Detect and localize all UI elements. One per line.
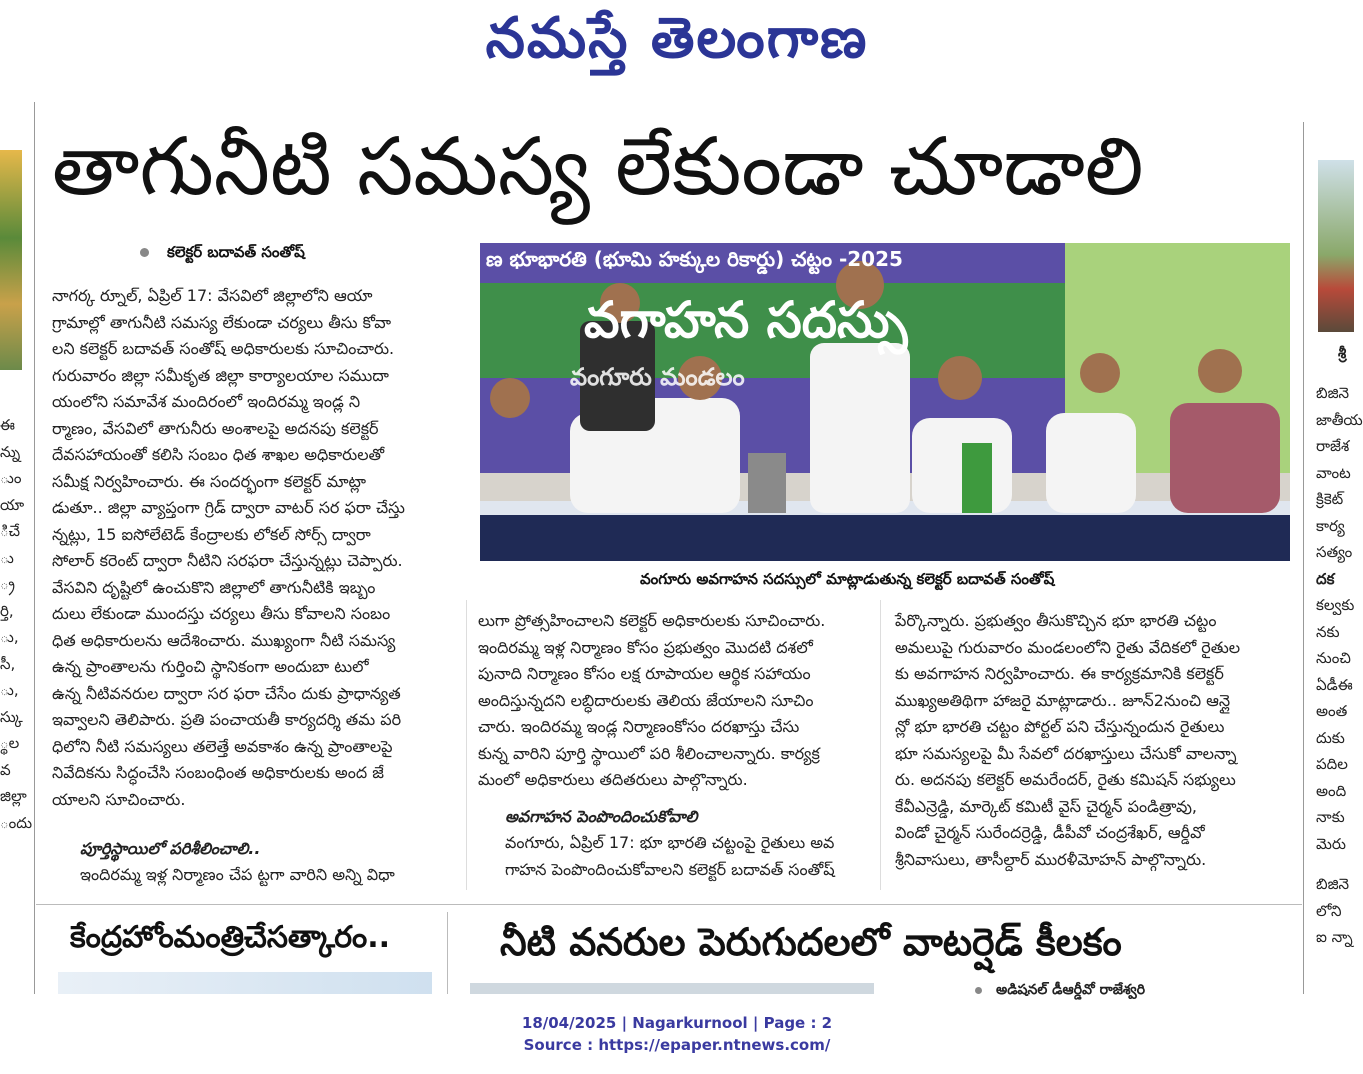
bottom-left-headline: కేంద్రహోంమంత్రిచేసత్కారం.. (70, 920, 391, 955)
text-line: మంలో అధికారులు తదితరులు పాల్గొన్నారు. (478, 770, 748, 789)
text-line: భూ సమస్యలపై మీ సేవలో దరఖాస్తులు చేసుకో వాలన్నా (895, 743, 1237, 763)
right-edge-photo (1318, 160, 1354, 332)
article-byline (140, 243, 305, 265)
bottom-left-photo (58, 972, 432, 994)
fragment-line: ిచే (0, 522, 21, 540)
text-line: ధిత అధికారులను ఆదేశించారు. ముఖ్యంగా నీటి సమస్య (52, 630, 396, 650)
fragment-line: నుంచి (1316, 649, 1351, 667)
text-line: ఉన్న ప్రాంతాలను గుర్తించి స్థానికంగా అందుబా టులో (52, 657, 369, 676)
text-line: గురువారం జిల్లా సమీకృత జిల్లా కార్యాలయాల సముదా (52, 365, 389, 385)
photo-caption: వంగూరు అవగాహన సదస్సులో మాట్లాడుతున్న కలెక్టర్ బదావత్ సంతోష్ (640, 570, 1055, 588)
text-line: లుగా ప్రోత్సహించాలని కలెక్టర్ అధికారులకు సూచించారు. (478, 611, 826, 630)
col1-subhead: పూర్తిస్థాయిలో పరిశీలించాలి.. (80, 839, 261, 858)
text-line: ర్మాణం, వేసవిలో తాగునీరు అంశాలపై అదనపు కలెక్టర్ (52, 418, 379, 438)
event-photo (480, 243, 1290, 561)
fragment-line: ందు (0, 813, 33, 832)
text-line: దేవసహాయంతో కలిసి సంబం ధిత శాఖల అధికారులతో (52, 445, 385, 464)
text-line: ఇవ్వాలని తెలిపారు. ప్రతి పంచాయతీ కార్యదర్శి తమ పరి (52, 710, 402, 729)
fragment-line: వ (0, 760, 11, 779)
fragment-line: స్కు (0, 707, 23, 726)
text-line: గ్రామాల్లో తాగునీటి సమస్య లేకుండా చర్యలు తీసు కోవా (52, 312, 392, 332)
right-column-rule (1303, 122, 1304, 994)
text-line: కు అవగాహన నిర్వహించారు. ఈ కార్యక్రమానికి కలెక్టర్ (895, 664, 1224, 683)
bottom-divider (447, 912, 448, 994)
bottom-right-byline: అడిషనల్ డీఆర్డీవో రాజేశ్వరి (975, 982, 1145, 994)
col2-tail (505, 830, 872, 883)
text-line: న్నట్లు, 15 ఐసోలేటెడ్ కేంద్రాలకు లోకల్ సోర్స్ ద్వారా (52, 524, 371, 544)
fragment-line: ఐ న్నా (1316, 928, 1353, 946)
fragment-line: ర్తి, (0, 601, 14, 620)
text-line: దులు లేకుండా ముందస్తు చర్యలు తీసు కోవాలని సంబం (52, 604, 391, 623)
left-edge-photo (0, 150, 22, 370)
fragment-line: లోని (1316, 901, 1342, 920)
fragment-line: సత్యం (1316, 543, 1353, 561)
masthead-title: నమస్తే తెలంగాణ (485, 6, 869, 71)
text-line: వంగూరు, ఏప్రిల్ 17: భూ భారతి చట్టంపై రైతులు అవ (505, 833, 835, 852)
fragment-line: క్రికెట్ (1316, 490, 1344, 508)
article-column-2 (478, 608, 872, 794)
right-edge-label: శ్రీ (1338, 344, 1347, 362)
text-line: చారు. ఇందిరమ్మ ఇండ్ల నిర్మాణంకోసం దరఖాస్తు చేసు (478, 717, 800, 736)
fragment-line: కార్య (1316, 516, 1345, 535)
text-line: న్లో భూ భారతి చట్టం పోర్టల్ పని చేస్తున్నందున రైతులు (895, 717, 1225, 736)
banner-top-text: ణ భూభారతి (భూమి హక్కుల రికార్డు) చట్టం -2025 (486, 247, 903, 271)
fragment-line: మెరు (1316, 834, 1346, 853)
byline-text: కలెక్టర్ బదావత్ సంతోష్ (167, 243, 305, 261)
text-line: అందిస్తున్నదని లబ్ధిదారులకు తెలియ జేయాలని సూచిం (478, 690, 814, 710)
fragment-line: దుకు (1316, 728, 1345, 747)
text-line: ఉన్న నీటివనరుల ద్వారా సర ఫరా చేసేం దుకు ప్రాధాన్యత (52, 683, 401, 703)
fragment-line: బిజినె (1316, 875, 1350, 893)
bullet-icon (140, 248, 149, 257)
article-divider (36, 904, 1302, 905)
bottom-right-photo (470, 983, 874, 994)
text-line: యాలని సూచించారు. (52, 789, 186, 809)
footer-date-edition: 18/04/2025 | Nagarkurnool | Page : 2 (521, 1014, 833, 1032)
fragment-line: నకు (1316, 622, 1340, 641)
banner-low-text: వంగూరు మండలం (570, 363, 745, 391)
fragment-line: నాకు (1316, 808, 1345, 826)
fragment-line: వాంట (1316, 463, 1351, 482)
article-column-1 (52, 283, 452, 813)
text-line: యంలోని సమావేశ మందిరంలో ఇందిరమ్మ ఇండ్ల ని (52, 392, 361, 411)
text-line: ఇందిరమ్మ ఇళ్ల నిర్మాణం కోసం ప్రభుత్వం మొదటి దశలో (478, 637, 813, 657)
spacer (1316, 857, 1354, 871)
text-line: శ్రీనివాసులు, తాసీల్దార్ మురళీమోహన్ పాల్గొన్నారు. (895, 849, 1207, 869)
text-line: కున్న వారిని పూర్తి స్థాయిలో పరి శీలించాలన్నారు. కార్యక్ర (478, 743, 820, 763)
article-headline: తాగునీటి సమస్య లేకుండా చూడాలి (52, 120, 1144, 213)
left-column-rule (34, 102, 35, 994)
fragment-line: అంది (1316, 781, 1347, 800)
fragment-line: ుం (0, 469, 22, 487)
fragment-line: న్ను (0, 442, 21, 461)
fragment-line: కల్వకు (1316, 596, 1355, 614)
col1-tail: ఇందిరమ్మ ఇళ్ల నిర్మాణం చేప ట్టగా వారిని అన్ని విధా (80, 865, 395, 884)
bottom-right-headline: నీటి వనరుల పెరుగుదలలో వాటర్షెడ్ కీలకం (500, 920, 1122, 964)
fragment-line: దక (1316, 569, 1335, 588)
right-edge-fragments (1316, 380, 1363, 951)
text-line: సమీక్ష నిర్వహించారు. ఈ సందర్భంగా కలెక్టర్ మాట్లా (52, 471, 367, 491)
fragment-line: ఏడీఈ (1316, 675, 1353, 694)
text-line: డుతూ.. జిల్లా వ్యాప్తంగా గ్రిడ్ ద్వారా వాటర్ సర ఫరా చేస్తు (52, 498, 405, 517)
bullet-icon (975, 987, 982, 994)
text-line: ధిలోని నీటి సమస్యలు తలెత్తే అవకాశం ఉన్న ప్రాంతాలపై (52, 736, 393, 756)
article-column-3 (895, 608, 1295, 873)
text-line: పునాది నిర్మాణం కోసం లక్ష రూపాయల ఆర్థిక సహాయం (478, 664, 811, 683)
text-line: లని కలెక్టర్ బదావత్ సంతోష్ అధికారులకు సూచించారు. (52, 339, 395, 358)
fragment-line: యా (0, 495, 25, 514)
fragment-line: ్థల (0, 734, 20, 752)
fragment-line: జాతీయ (1316, 410, 1363, 429)
text-line: ముఖ్యఅతిథిగా హాజరై మాట్లాడారు.. జూన్2నుంచి ఆన్లై (895, 690, 1231, 710)
banner-mid-text: వగాహన సదస్సు (584, 291, 908, 349)
fragment-line: ు, (0, 681, 19, 699)
text-line: అమలుపై గురువారం మండలంలోని రైతు వేదికలో రైతుల (895, 637, 1241, 657)
page-footer (0, 1012, 1354, 1056)
fragment-line: అంత (1316, 702, 1348, 720)
text-line: నాగర్క ర్నూల్, ఏప్రిల్ 17: వేసవిలో జిల్లాలోని ఆయా (52, 286, 373, 305)
col2-divider (466, 600, 467, 890)
fragment-line: సీ, (0, 654, 16, 673)
masthead (0, 0, 1354, 84)
text-line: కేవీఎన్రెడ్డి, మార్కెట్ కమిటీ వైస్ చైర్మన్ పండిత్రావు, (895, 796, 1198, 816)
col2-subhead: అవగాహన పెంపొందించుకోవాలి (505, 807, 698, 826)
fragment-line: జిల్లా (0, 787, 27, 805)
text-line: పేర్కొన్నారు. ప్రభుత్వం తీసుకొచ్చిన భూ భారతి చట్టం (895, 611, 1217, 630)
text-line: విండో చైర్మన్ సురేందర్రెడ్డి, డీపీవో చంద్రశేఖర్, ఆర్డీవో (895, 823, 1205, 842)
fragment-line: రాజేశ (1316, 437, 1350, 455)
footer-source: Source : https://epaper.ntnews.com/ (523, 1036, 831, 1054)
col3-divider (880, 600, 881, 890)
fragment-line: ఈ (0, 416, 15, 434)
fragment-line: బిజినె (1316, 384, 1350, 402)
text-line: నివేదికను సిద్ధంచేసి సంబంధింత అధికారులకు అంద జే (52, 763, 384, 782)
fragment-line: ్ర (0, 575, 15, 593)
text-line: గాహన పెంపొందించుకోవాలని కలెక్టర్ బదావత్ సంతోష్ (505, 859, 835, 879)
fragment-line: పదిల (1316, 755, 1348, 773)
fragment-line: ు (0, 548, 14, 567)
text-line: రు. అదనపు కలెక్టర్ అమరేందర్, రైతు కమిషన్ సభ్యులు (895, 770, 1236, 789)
text-line: వేసవిని దృష్టిలో ఉంచుకొని జిల్లాలో తాగునీటికి ఇబ్బం (52, 577, 376, 597)
left-edge-fragments (0, 412, 33, 836)
fragment-line: ు, (0, 628, 19, 646)
text-line: సోలార్ కరెంట్ ద్వారా నీటిని సరఫరా చేస్తున్నట్లు చెప్పారు. (52, 551, 403, 570)
